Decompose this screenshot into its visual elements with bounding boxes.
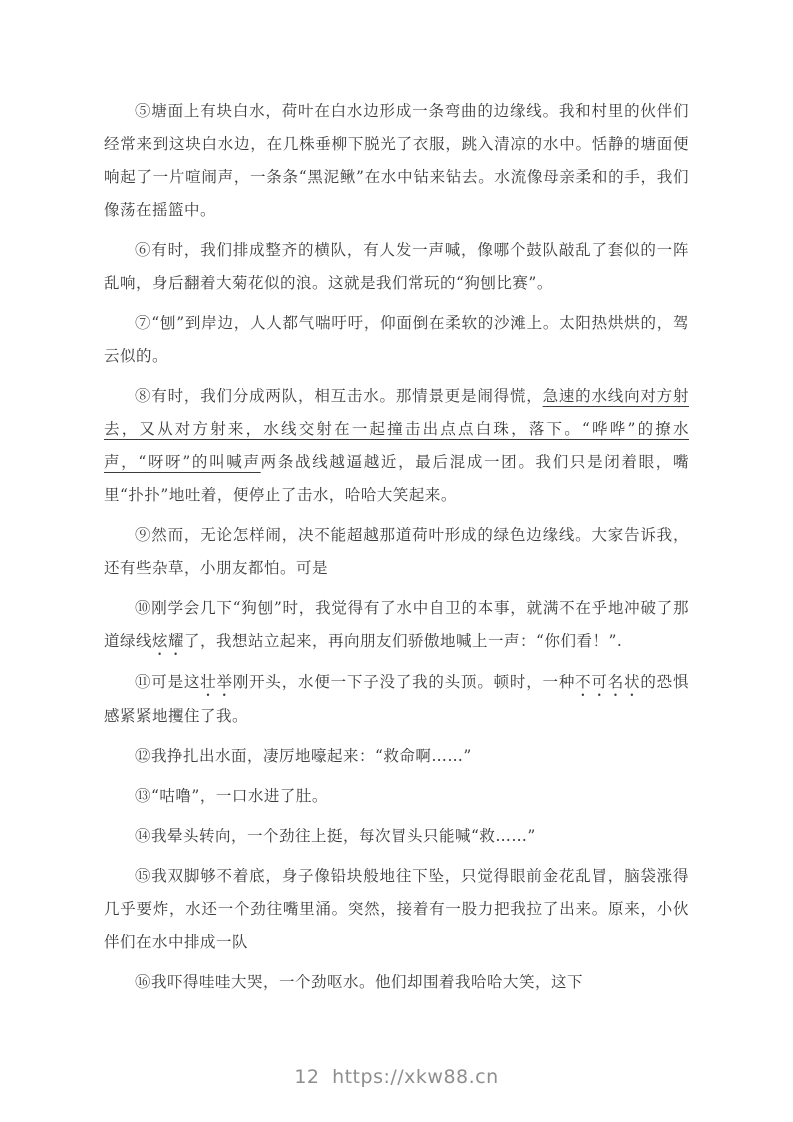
text-run: 刚开头，水便一下子没了我的头顶。顿时，一种 [232, 673, 576, 691]
paragraph [104, 860, 689, 959]
footer-site-url: https://xkw88.cn [332, 1066, 499, 1088]
underlined-text: 急速的水线向对方射去，又从对方射来，水线交射在一起撞击出点点白珠，落下。“哗哗”的撩水声，“呀呀”的叫喊声 [104, 387, 689, 471]
paragraph [104, 519, 689, 585]
text-run: ⑦“刨”到岸边，人人都气喘吁吁，仰面倒在柔软的沙滩上。太阳热烘烘的，驾云似的。 [104, 314, 689, 365]
text-run: ⑯我吓得哇哇大哭，一个劲呕水。他们却围着我哈哈大笑，这下 [135, 973, 584, 991]
paragraph [104, 307, 689, 373]
text-run: 的恐惧感紧紧地攫住了我。 [104, 673, 689, 725]
text-run: ⑫我挣扎出水面，凄厉地嚎起来：“救命啊……” [135, 747, 472, 765]
text-run: ⑪可是这 [135, 673, 201, 691]
paragraph [104, 820, 689, 853]
paragraph [104, 95, 689, 227]
text-run: ⑩刚学会几下“狗刨”时，我觉得有了水中自卫的本事，就满不在乎地冲破了那道绿线 [104, 599, 689, 650]
emphasis-dotted-text: 炫耀 [152, 632, 185, 650]
emphasis-dotted-text: 壮举 [200, 673, 233, 691]
paragraph [104, 966, 689, 999]
document-body [104, 95, 689, 1006]
emphasis-dotted-text: 不可名状 [575, 673, 641, 691]
text-run: ⑮我双脚够不着底，身子像铅块般地往下坠，只觉得眼前金花乱冒，脑袋涨得几乎要炸，水还一个劲往嘴里涌。突然，接着有一股力把我拉了出来。原来，小伙伴们在水中排成一队 [104, 867, 689, 951]
text-run: 了，我想站立起来，再向朋友们骄傲地喊上一声：“你们看！”. [184, 632, 623, 650]
text-run: ⑧有时，我们分成两队，相互击水。那情景更是闹得慌， [135, 387, 543, 405]
text-run: ⑤塘面上有块白水，荷叶在白水边形成一条弯曲的边缘线。我和村里的伙伴们经常来到这块白水边，在几株垂柳下脱光了衣服，跳入清凉的水中。恬静的塘面便响起了一片喧闹声，一条条“黑泥鳅”在水中钻来钻去。水流像母亲柔和的手，我们像荡在摇篮中。 [104, 102, 689, 219]
page-footer [0, 1066, 793, 1088]
text-run: ⑭我晕头转向，一个劲往上挺，每次冒头只能喊“救……” [135, 827, 536, 845]
page-number: 12 [294, 1066, 320, 1088]
text-run: ⑨然而，无论怎样闹，决不能超越那道荷叶形成的绿色边缘线。大家告诉我，还有些杂草，小朋友都怕。可是 [104, 526, 689, 577]
paragraph [104, 666, 689, 733]
paragraph [104, 380, 689, 512]
paragraph [104, 234, 689, 300]
paragraph [104, 740, 689, 773]
paragraph [104, 592, 689, 659]
text-run: 两条战线越逼越近，最后混成一团。我们只是闭着眼，嘴里“扑扑”地吐着，便停止了击水，哈哈大笑起来。 [104, 453, 689, 504]
text-run: ⑬“咕噜”，一口水进了肚。 [135, 787, 328, 805]
text-run: ⑥有时，我们排成整齐的横队，有人发一声喊，像哪个鼓队敲乱了套似的一阵乱响，身后翻着大菊花似的浪。这就是我们常玩的“狗刨比赛”。 [104, 241, 689, 292]
paragraph [104, 780, 689, 813]
